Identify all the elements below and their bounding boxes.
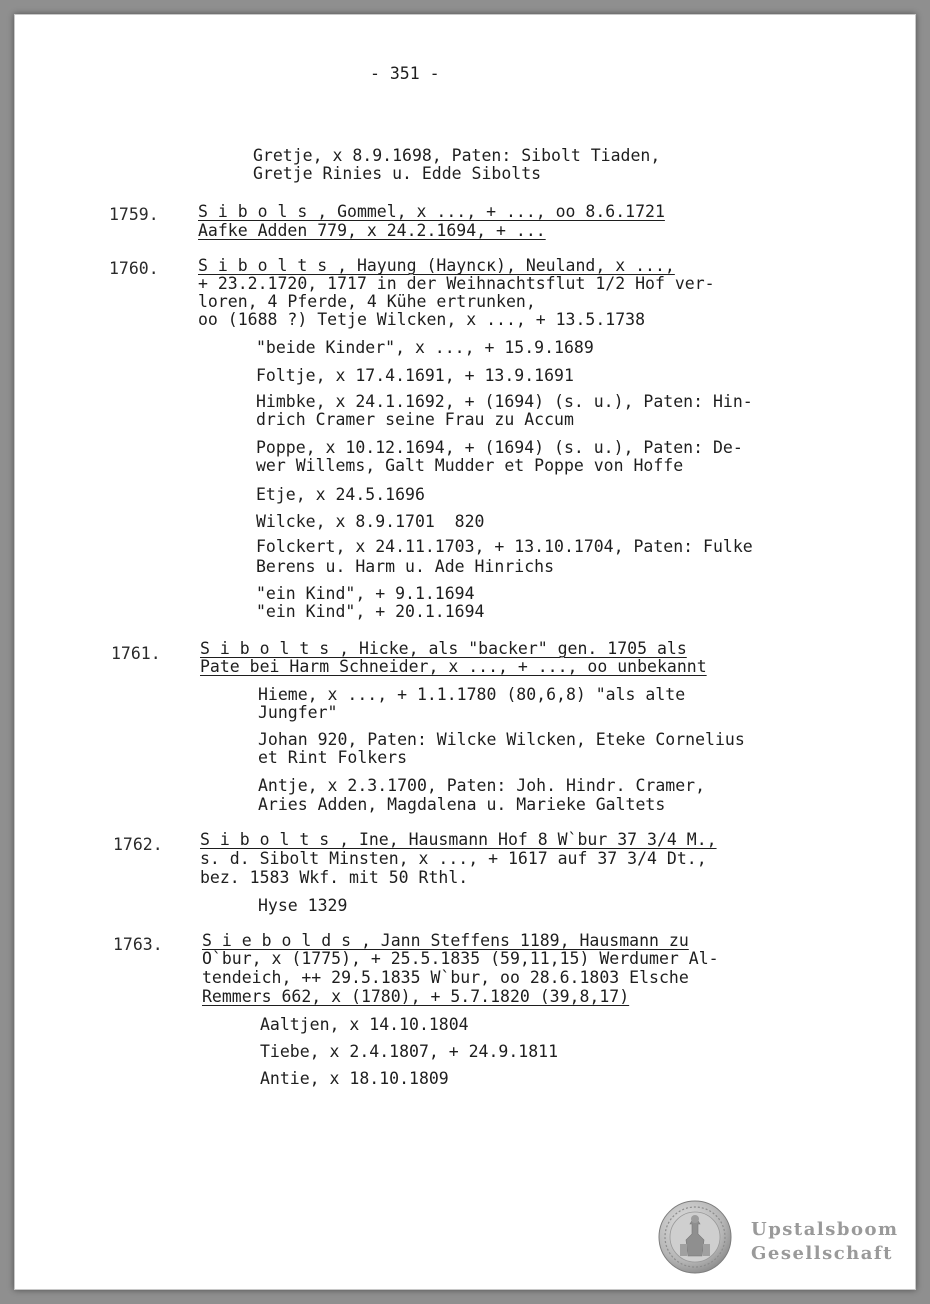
entry-line: S i b o l t s , Hayung (Hayncк), Neuland, x ...,	[198, 256, 675, 275]
child-line: Antje, x 2.3.1700, Paten: Joh. Hindr. Cramer,	[258, 776, 706, 795]
child-line: Folckert, x 24.11.1703, + 13.10.1704, Paten: Fulke	[256, 537, 753, 556]
child-line: "ein Kind", + 20.1.1694	[256, 602, 485, 621]
entry-line: O`bur, x (1775), + 25.5.1835 (59,11,15) Werdumer Al-	[202, 949, 719, 968]
entry-number: 1763.	[113, 935, 163, 954]
child-line: Hieme, x ..., + 1.1.1780 (80,6,8) "als alte	[258, 685, 686, 704]
document-page	[14, 14, 916, 1290]
child-line: Antie, x 18.10.1809	[260, 1069, 449, 1088]
child-line: Wilcke, x 8.9.1701 820	[256, 512, 485, 531]
entry-line: Aafke Adden 779, x 24.2.1694, + ...	[198, 221, 546, 240]
child-line: et Rint Folkers	[258, 748, 408, 767]
entry-number: 1759.	[109, 205, 159, 224]
child-line: Aries Adden, Magdalena u. Marieke Galtets	[258, 795, 666, 814]
child-line: drich Cramer seine Frau zu Accum	[256, 410, 574, 429]
entry-line: Pate bei Harm Schneider, x ..., + ..., oo unbekannt	[200, 657, 707, 676]
child-line: Jungfer"	[258, 703, 338, 722]
child-line: Himbke, x 24.1.1692, + (1694) (s. u.), Paten: Hin-	[256, 392, 753, 411]
intro-line: Gretje Rinies u. Edde Sibolts	[253, 164, 542, 183]
entry-line: S i e b o l d s , Jann Steffens 1189, Hausmann zu	[202, 931, 689, 950]
child-line: Johan 920, Paten: Wilcke Wilcken, Eteke Cornelius	[258, 730, 745, 749]
entry-line: Remmers 662, x (1780), + 5.7.1820 (39,8,17)	[202, 987, 630, 1006]
intro-line: Gretje, x 8.9.1698, Paten: Sibolt Tiaden,	[253, 146, 661, 165]
entry-line: bez. 1583 Wkf. mit 50 Rthl.	[200, 868, 469, 887]
entry-line: + 23.2.1720, 1717 in der Weihnachtsflut 1/2 Hof ver-	[198, 274, 715, 293]
child-line: Poppe, x 10.12.1694, + (1694) (s. u.), Paten: De-	[256, 438, 743, 457]
entry-number: 1762.	[113, 835, 163, 854]
entry-line: S i b o l t s , Ine, Hausmann Hof 8 W`bur 37 3/4 M.,	[200, 830, 717, 849]
child-line: "ein Kind", + 9.1.1694	[256, 584, 475, 603]
entry-number: 1761.	[111, 644, 161, 663]
child-line: "beide Kinder", x ..., + 15.9.1689	[256, 338, 594, 357]
child-line: wer Willems, Galt Mudder et Poppe von Hoffe	[256, 456, 684, 475]
entry-line: S i b o l t s , Hicke, als "backer" gen. 1705 als	[200, 639, 687, 658]
entry-line: s. d. Sibolt Minsten, x ..., + 1617 auf 37 3/4 Dt.,	[200, 849, 707, 868]
brand-line-2: Gesellschaft	[751, 1243, 893, 1264]
entry-line: loren, 4 Pferde, 4 Kühe ertrunken,	[198, 292, 536, 311]
brand-line-1: Upstalsboom	[751, 1219, 899, 1240]
page-number: - 351 -	[370, 64, 440, 83]
child-line: Hyse 1329	[258, 896, 348, 915]
entry-line: oo (1688 ?) Tetje Wilcken, x ..., + 13.5.1738	[198, 310, 646, 329]
entry-line: tendeich, ++ 29.5.1835 W`bur, oo 28.6.1803 Elsche	[202, 968, 689, 987]
child-line: Etje, x 24.5.1696	[256, 485, 425, 504]
entry-line: S i b o l s , Gommel, x ..., + ..., oo 8.6.1721	[198, 202, 665, 221]
child-line: Aaltjen, x 14.10.1804	[260, 1015, 469, 1034]
seal-logo-icon	[658, 1200, 732, 1274]
entry-number: 1760.	[109, 259, 159, 278]
child-line: Berens u. Harm u. Ade Hinrichs	[256, 557, 555, 576]
child-line: Tiebe, x 2.4.1807, + 24.9.1811	[260, 1042, 559, 1061]
child-line: Foltje, x 17.4.1691, + 13.9.1691	[256, 366, 574, 385]
